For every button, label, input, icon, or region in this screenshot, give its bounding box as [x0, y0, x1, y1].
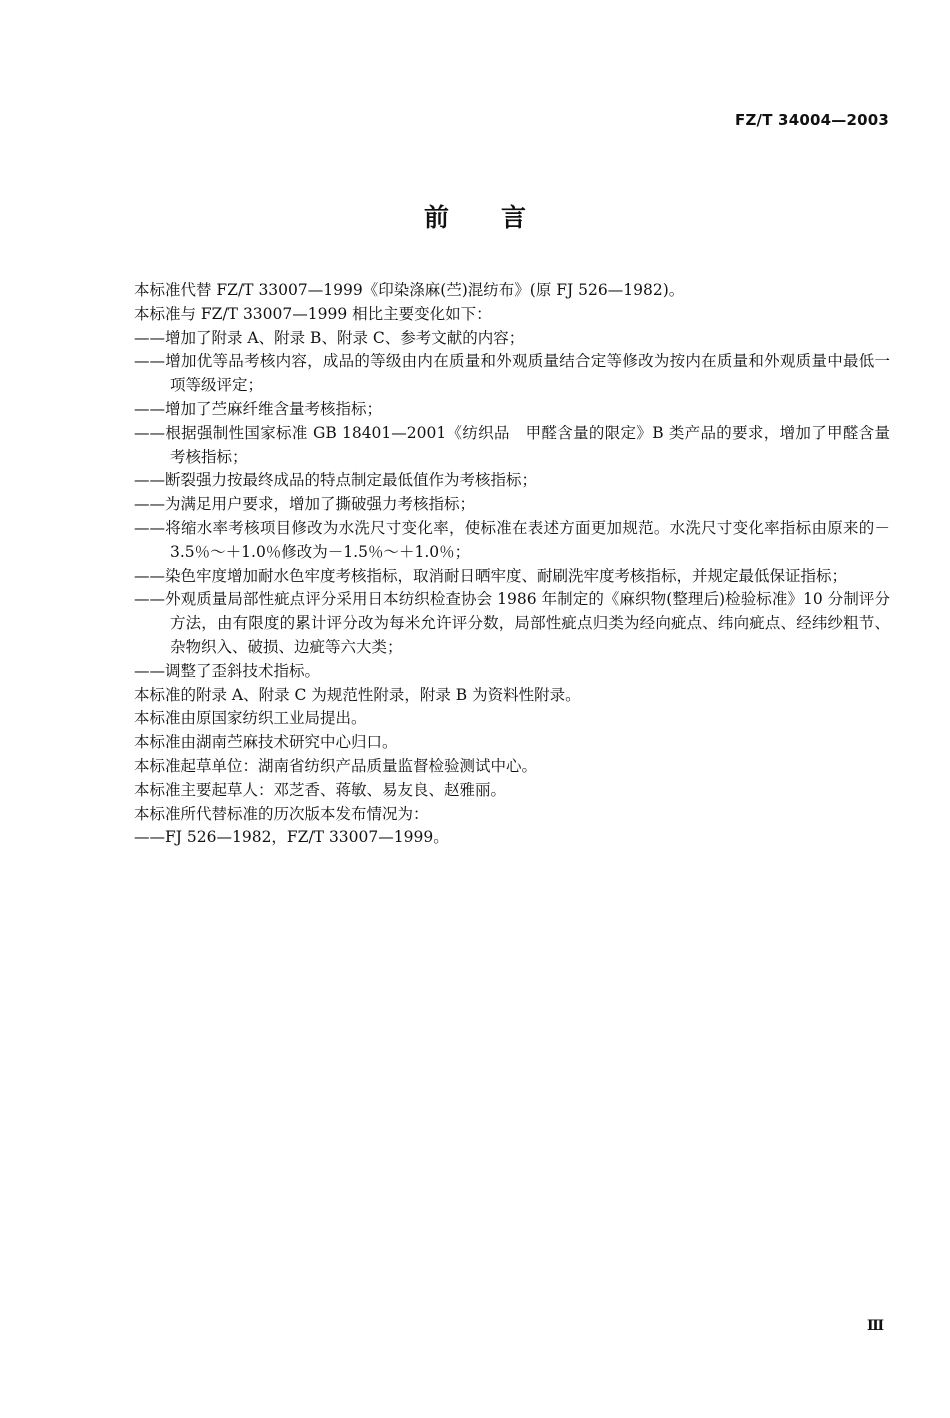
paragraph: 本标准起草单位：湖南省纺织产品质量监督检验测试中心。	[134, 756, 538, 775]
paragraph: 本标准由原国家纺织工业局提出。	[134, 709, 367, 728]
list-item: ——断裂强力按最终成品的特点制定最低值作为考核指标；	[134, 471, 538, 490]
list-item: ——将缩水率考核项目修改为水洗尺寸变化率，使标准在表述方面更加规范。水洗尺寸变化率指标由原来的－3.5％～＋1.0％修改为－1.5％～＋1.0％；	[134, 518, 890, 561]
paragraph: 本标准所代替标准的历次版本发布情况为：	[134, 804, 429, 823]
paragraph: 本标准与 FZ/T 33007—1999 相比主要变化如下：	[134, 304, 492, 323]
list-item: ——根据强制性国家标准 GB 18401—2001《纺织品 甲醛含量的限定》B 类产品的要求，增加了甲醛含量考核指标；	[134, 423, 890, 466]
paragraph: 本标准的附录 A、附录 C 为规范性附录，附录 B 为资料性附录。	[134, 685, 581, 704]
paragraph: 本标准由湖南苎麻技术研究中心归口。	[134, 733, 398, 752]
list-item: ——为满足用户要求，增加了撕破强力考核指标；	[134, 495, 476, 514]
list-item: ——增加优等品考核内容，成品的等级由内在质量和外观质量结合定等修改为按内在质量和外观质量中最低一项等级评定；	[134, 352, 890, 395]
list-item: ——增加了苎麻纤维含量考核指标；	[134, 399, 383, 418]
list-item: ——调整了歪斜技术指标。	[134, 661, 321, 680]
page-number: Ⅲ	[867, 1318, 885, 1334]
document-code: FZ/T 34004—2003	[735, 111, 889, 129]
list-item: ——增加了附录 A、附录 B、附录 C、参考文献的内容；	[134, 328, 525, 347]
list-item: ——染色牢度增加耐水色牢度考核指标，取消耐日晒牢度、耐刷洗牢度考核指标，并规定最低保证指标；	[134, 566, 848, 585]
list-item: ——FJ 526—1982，FZ/T 33007—1999。	[134, 828, 449, 847]
paragraph: 本标准代替 FZ/T 33007—1999《印染涤麻(苎)混纺布》(原 FJ 526—1982)。	[134, 281, 685, 299]
page-title: 前言	[423, 203, 578, 232]
foreword-body	[134, 279, 890, 850]
list-item: ——外观质量局部性疵点评分采用日本纺织检查协会 1986 年制定的《麻织物(整理后)检验标准》10 分制评分方法，由有限度的累计评分改为每米允许评分数，局部性疵点归类为经向疵点、纬向疵点、经纬纱粗节、杂物织入、破损、边疵等六大类；	[134, 590, 890, 656]
paragraph: 本标准主要起草人：邓芝香、蒋敏、易友良、赵雅丽。	[134, 780, 507, 799]
